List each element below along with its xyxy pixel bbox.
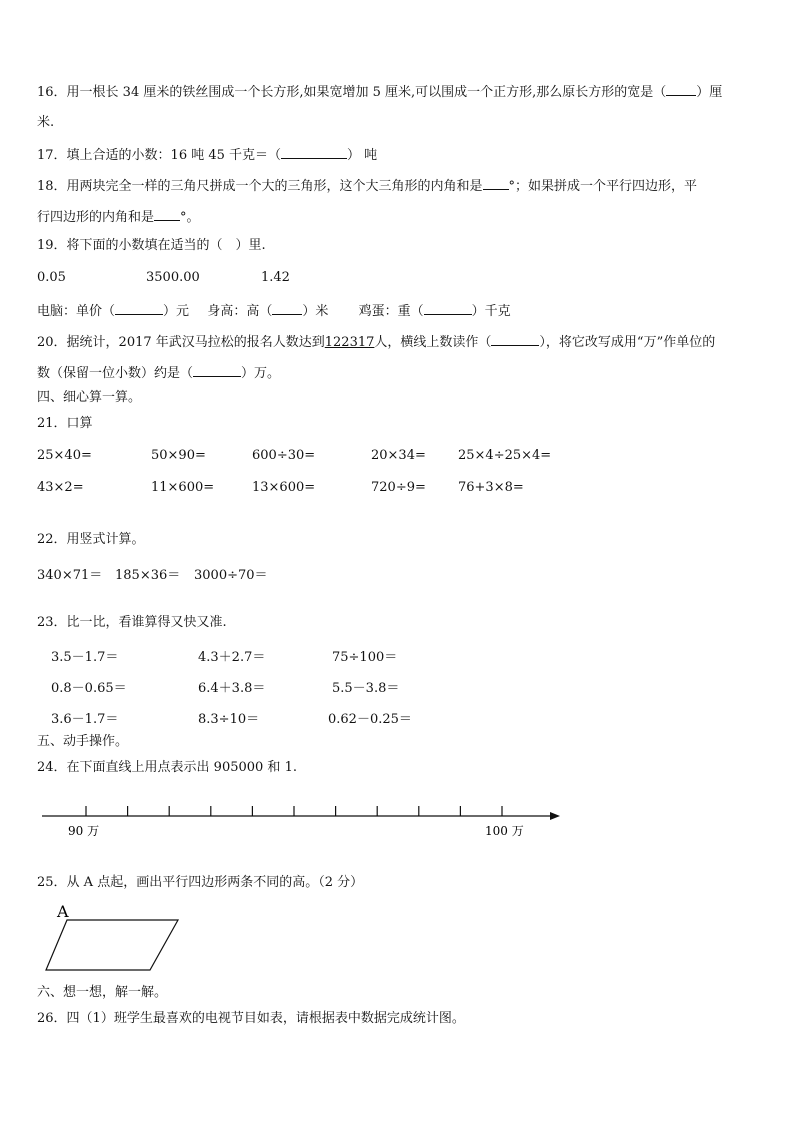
point-a-label: A (57, 902, 69, 921)
q20-text-a: 20．据统计，2017 年武汉马拉松的报名人数达到 (37, 335, 325, 350)
q20-text-b: 人，横线上数读作（ (374, 335, 492, 350)
q16-text-end: ）厘 (696, 85, 723, 100)
q20-line2 (37, 364, 280, 382)
q25-title: 25．从 A 点起，画出平行四边形两条不同的高。（2 分） (37, 875, 364, 890)
q19-fill2-blank[interactable] (272, 302, 302, 315)
number-line[interactable] (0, 790, 794, 850)
q16-line1 (37, 83, 722, 101)
q20-line1 (37, 333, 715, 351)
q17-text-end: ） 吨 (347, 148, 378, 163)
q19-fill1-unit: ）元 (163, 304, 190, 319)
section-5-heading: 五、动手操作。 (37, 734, 129, 749)
q21-r2-c1: 43×2= (37, 480, 84, 495)
number-line-arrow (550, 812, 560, 820)
q19-fill-row (37, 302, 511, 320)
q18-blank-2[interactable] (154, 208, 180, 221)
number-line-label-100wan: 100 万 (485, 824, 524, 838)
q23-r1-c1: 3.5－1.7＝ (51, 650, 119, 665)
q16-text: 16．用一根长 34 厘米的铁丝围成一个长方形,如果宽增加 5 厘米,可以围成一个正方形,那么原长方形的宽是（ (37, 85, 667, 100)
q23-r3-c2: 8.3÷10＝ (198, 712, 260, 727)
q23-title: 23．比一比，看谁算得又快又准. (37, 615, 227, 630)
q18-line1 (37, 177, 697, 195)
q18-text-a: 18．用两块完全一样的三角尺拼成一个大的三角形，这个大三角形的内角和是 (37, 179, 483, 194)
section-6-heading: 六、想一想，解一解。 (37, 985, 168, 1000)
q21-r2-c5: 76+3×8= (458, 480, 524, 495)
q23-r1-c3: 75÷100＝ (332, 650, 398, 665)
q23-r2-c1: 0.8－0.65＝ (51, 681, 127, 696)
q19-fill3-blank[interactable] (424, 302, 472, 315)
parallelogram (46, 920, 178, 970)
q18-text-c: 行四边形的内角和是 (37, 210, 155, 225)
q21-title: 21．口算 (37, 416, 93, 431)
q26-title: 26．四（1）班学生最喜欢的电视节目如表，请根据表中数据完成统计图。 (37, 1011, 465, 1026)
q17 (37, 146, 377, 164)
q21-r1-c1: 25×40= (37, 448, 92, 463)
q23-r3-c1: 3.6－1.7＝ (51, 712, 119, 727)
q19-fill2-label: 身高：高（ (207, 304, 273, 319)
number-line-label-90wan: 90 万 (68, 824, 100, 838)
q20-text-e: ）万。 (241, 366, 281, 381)
q19-fill1-label: 电脑：单价（ (37, 304, 116, 319)
q21-r2-c2: 11×600= (151, 480, 215, 495)
q19-number-3: 1.42 (261, 270, 290, 285)
q18-text-b: °；如果拼成一个平行四边形，平 (508, 179, 698, 194)
q23-r3-c3: 0.62－0.25＝ (328, 712, 412, 727)
q22-title: 22．用竖式计算。 (37, 532, 145, 547)
q17-text: 17．填上合适的小数：16 吨 45 千克＝（ (37, 148, 282, 163)
q21-r1-c5: 25×4÷25×4= (458, 448, 552, 463)
q18-text-d: °。 (180, 210, 200, 225)
q19-number-2: 3500.00 (146, 270, 200, 285)
q20-text-d: 数（保留一位小数）约是（ (37, 366, 194, 381)
q18-blank-1[interactable] (483, 177, 509, 190)
q22-item-2: 185×36＝ (115, 568, 181, 583)
q19-title: 19．将下面的小数填在适当的（ ）里. (37, 238, 266, 253)
parallelogram-figure[interactable] (0, 898, 794, 978)
q20-number: 122317 (324, 335, 375, 350)
q16-line2: 米. (37, 115, 55, 130)
q21-r1-c4: 20×34= (371, 448, 426, 463)
q19-fill2-unit: ）米 (302, 304, 329, 319)
q17-answer-blank[interactable] (281, 146, 347, 159)
q22-item-1: 340×71＝ (37, 568, 103, 583)
q16-answer-blank[interactable] (666, 83, 696, 96)
q21-r2-c3: 13×600= (252, 480, 316, 495)
q20-blank-1[interactable] (491, 333, 539, 346)
q21-r2-c4: 720÷9= (371, 480, 426, 495)
q21-r1-c3: 600÷30= (252, 448, 316, 463)
q20-text-c: ），将它改写成用“万”作单位的 (539, 335, 716, 350)
number-line-ticks (86, 806, 502, 816)
q18-line2 (37, 208, 200, 226)
section-4-heading: 四、细心算一算。 (37, 390, 142, 405)
q19-fill1-blank[interactable] (115, 302, 163, 315)
q19-fill3-unit: ）千克 (471, 304, 511, 319)
q23-r2-c2: 6.4＋3.8＝ (198, 681, 266, 696)
q23-r1-c2: 4.3＋2.7＝ (198, 650, 266, 665)
q21-r1-c2: 50×90= (151, 448, 206, 463)
q22-item-3: 3000÷70＝ (194, 568, 268, 583)
q24-title: 24．在下面直线上用点表示出 905000 和 1. (37, 760, 297, 775)
q20-blank-2[interactable] (193, 364, 241, 377)
q23-r2-c3: 5.5－3.8＝ (332, 681, 400, 696)
q19-number-1: 0.05 (37, 270, 66, 285)
q19-fill3-label: 鸡蛋：重（ (358, 304, 424, 319)
